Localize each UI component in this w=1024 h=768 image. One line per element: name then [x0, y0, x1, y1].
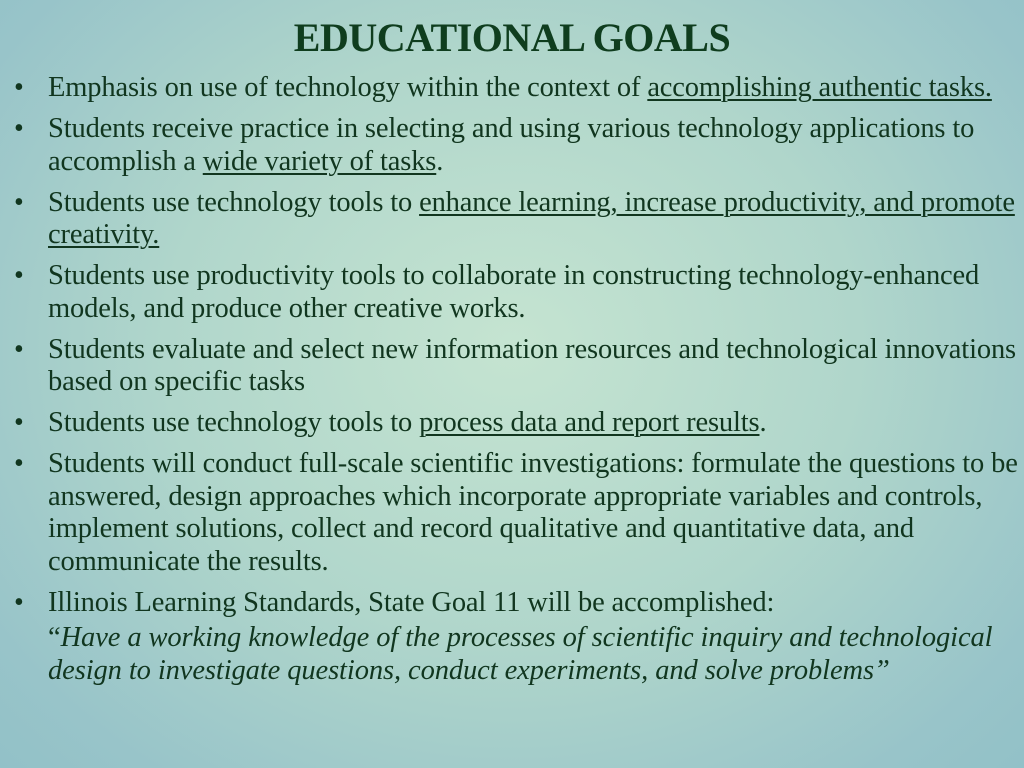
quote-text: Have a working knowledge of the processes of scientific inquiry and technological design to investigate questions, conduct experiments, and solve problems” [48, 622, 993, 686]
bullet-icon: • [14, 113, 24, 144]
bullet-text-end: . [759, 407, 767, 438]
bullet-text: Students receive practice in selecting and using various technology applications to accomplish a [48, 113, 975, 177]
underlined-text: accomplishing authentic tasks. [647, 72, 992, 103]
bullet-text: Emphasis on use of technology within the context of [48, 72, 648, 103]
bullet-text: Students use productivity tools to collaborate in constructing technology-enhanced models, and produce other creative works. [48, 260, 980, 324]
bullet-item-illinois-standards [14, 586, 1018, 688]
quote-open-mark: “ [48, 622, 61, 653]
slide-title: EDUCATIONAL GOALS [293, 15, 731, 60]
bullet-item-scientific-investigations [14, 448, 1018, 578]
underlined-text: wide variety of tasks [202, 145, 437, 177]
underlined-text: process data and report results [419, 407, 760, 438]
bullet-icon: • [14, 586, 24, 618]
bullet-list [14, 72, 1018, 696]
bullet-text-end: . [436, 145, 444, 177]
bullet-icon: • [14, 448, 24, 479]
bullet-text: Students use technology tools to [48, 407, 420, 438]
bullet-text: Students use technology tools to [48, 186, 420, 218]
bullet-item-practice-applications [14, 113, 1018, 178]
bullet-item-technology-context [14, 72, 1018, 105]
bullet-item-productivity-tools [14, 260, 1018, 325]
bullet-text: Students evaluate and select new information resources and technological innovations based on specific tasks [48, 333, 1016, 397]
bullet-icon: • [14, 333, 24, 365]
bullet-icon: • [14, 72, 24, 103]
underlined-text: enhance learning, increase productivity, and promote creativity. [48, 186, 1015, 250]
bullet-text: Students will conduct full-scale scientific investigations: formulate the questions to be answered, design approaches which incorporate appropriate variables and controls, implement solutions, collect and record qualitative and quantitative data, and communicate the results. [48, 448, 1018, 577]
bullet-icon: • [14, 186, 24, 218]
bullet-icon: • [14, 260, 24, 291]
bullet-icon: • [14, 407, 24, 438]
bullet-item-evaluate-resources [14, 333, 1018, 399]
bullet-text: Illinois Learning Standards, State Goal 11 will be accomplished: [48, 586, 775, 618]
state-goal-quote [48, 621, 1018, 687]
bullet-item-process-data [14, 407, 1018, 440]
bullet-item-enhance-learning [14, 186, 1018, 252]
